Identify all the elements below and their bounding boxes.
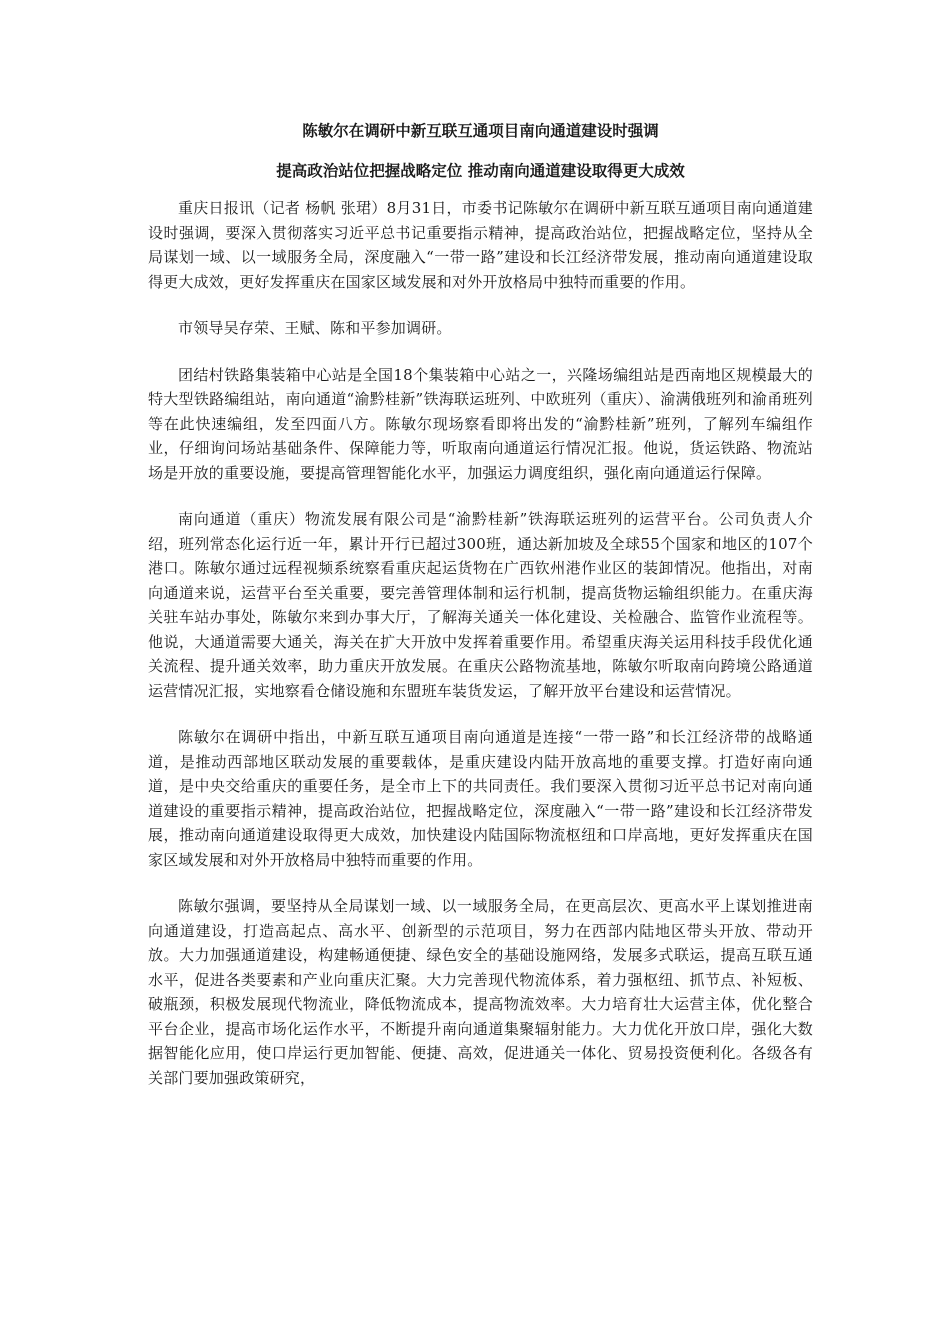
paragraph-6: 陈敏尔强调，要坚持从全局谋划一域、以一域服务全局，在更高层次、更高水平上谋划推进南向通道建设，打造高起点、高水平、创新型的示范项目，努力在西部内陆地区带头开放、带动开放。大力加强通道建设，构建畅通便捷、绿色安全的基础设施网络，发展多式联运，提高互联互通水平，促进各类要素和产业向重庆汇聚。大力完善现代物流体系，着力强枢纽、抓节点、补短板、破瓶颈，积极发展现代物流业，降低物流成本，提高物流效率。大力培育壮大运营主体，优化整合平台企业，提高市场化运作水平，不断提升南向通道集聚辐射能力。大力优化开放口岸，强化大数据智能化应用，使口岸运行更加智能、便捷、高效，促进通关一体化、贸易投资便利化。各级各有关部门要加强政策研究，: [148, 897, 813, 1087]
paragraph-3: 团结村铁路集装箱中心站是全国18个集装箱中心站之一，兴隆场编组站是西南地区规模最大的特大型铁路编组站，南向通道“渝黔桂新”铁海联运班列、中欧班列（重庆）、渝满俄班列和渝甬班列等在此快速编组，发至四面八方。陈敏尔现场察看即将出发的“渝黔桂新”班列，了解列车编组作业，仔细询问场站基础条件、保障能力等，听取南向通道运行情况汇报。他说，货运铁路、物流站场是开放的重要设施，要提高管理智能化水平，加强运力调度组织，强化南向通道运行保障。: [148, 365, 813, 482]
paragraph-5: 陈敏尔在调研中指出，中新互联互通项目南向通道是连接“一带一路”和长江经济带的战略通道，是推动西部地区联动发展的重要载体，是重庆建设内陆开放高地的重要支撑。打造好南向通道，是中央交给重庆的重要任务，是全市上下的共同责任。我们要深入贯彻习近平总书记对南向通道建设的重要指示精神，提高政治站位，把握战略定位，深度融入“一带一路”建设和长江经济带发展，推动南向通道建设取得更大成效，加快建设内陆国际物流枢纽和口岸高地，更好发挥重庆在国家区域发展和对外开放格局中独特而重要的作用。: [148, 728, 813, 869]
article-subtitle: 提高政治站位把握战略定位 推动南向通道建设取得更大成效: [276, 162, 685, 180]
document-page: [148, 120, 813, 1112]
paragraph-2: 市领导吴存荣、王赋、陈和平参加调研。: [178, 319, 452, 337]
paragraph-4: 南向通道（重庆）物流发展有限公司是“渝黔桂新”铁海联运班列的运营平台。公司负责人介绍，班列常态化运行近一年，累计开行已超过300班，通达新加坡及全球55个国家和地区的107个港口。陈敏尔通过远程视频系统察看重庆起运货物在广西钦州港作业区的装卸情况。他指出，对南向通道来说，运营平台至关重要，要完善管理体制和运行机制，提高货物运输组织能力。在重庆海关驻车站办事处，陈敏尔来到办事大厅，了解海关通关一体化建设、关检融合、监管作业流程等。他说，大通道需要大通关，海关在扩大开放中发挥着重要作用。希望重庆海关运用科技手段优化通关流程、提升通关效率，助力重庆开放发展。在重庆公路物流基地，陈敏尔听取南向跨境公路通道运营情况汇报，实地察看仓储设施和东盟班车装货发运，了解开放平台建设和运营情况。: [148, 510, 813, 700]
article-title: 陈敏尔在调研中新互联互通项目南向通道建设时强调: [302, 122, 659, 140]
paragraph-1: 重庆日报讯（记者 杨帆 张珺）8月31日，市委书记陈敏尔在调研中新互联互通项目南向通道建设时强调，要深入贯彻落实习近平总书记重要指示精神，提高政治站位，把握战略定位，坚持从全局谋划一域、以一域服务全局，深度融入“一带一路”建设和长江经济带发展，推动南向通道建设取得更大成效，更好发挥重庆在国家区域发展和对外开放格局中独特而重要的作用。: [148, 199, 813, 291]
